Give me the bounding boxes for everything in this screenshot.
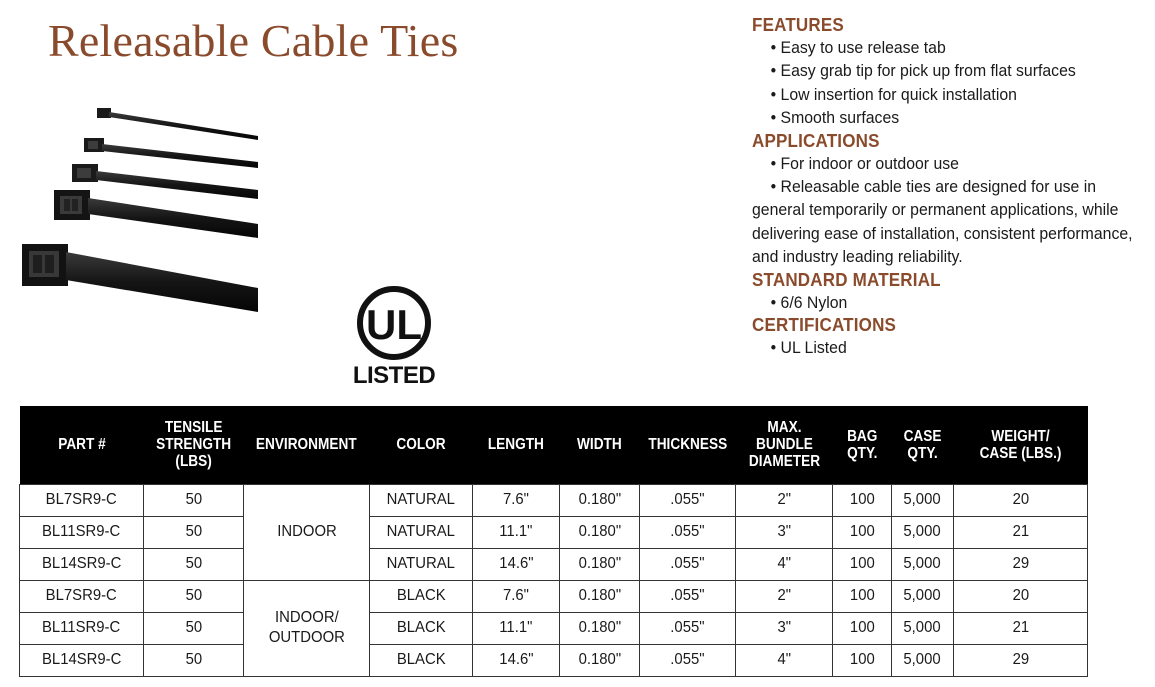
column-header-bag-qty: BAG QTY. (846, 427, 878, 462)
cell-tensile: 50 (144, 548, 244, 580)
cable-ties-photo (14, 100, 258, 316)
cell-weight: 29 (954, 644, 1088, 676)
cell-thickness: .055" (640, 516, 736, 548)
cell-part: BL14SR9-C (20, 548, 144, 580)
column-header-case-qty: CASE QTY. (903, 427, 942, 462)
application-item: • For indoor or outdoor use (770, 153, 959, 173)
applications-heading: APPLICATIONS (752, 129, 880, 151)
feature-item: • Easy to use release tab (770, 38, 946, 57)
cell-color: NATURAL (370, 548, 473, 580)
material-item: • 6/6 Nylon (770, 292, 848, 312)
table-row (20, 644, 1088, 676)
cell-tensile: 50 (144, 644, 244, 676)
cell-bag: 100 (833, 484, 892, 516)
cell-bag: 100 (833, 516, 892, 548)
column-header-part-number: PART # (57, 436, 106, 454)
cell-bag: 100 (833, 580, 892, 612)
cell-case: 5,000 (892, 580, 954, 612)
cell-bundle: 4" (736, 644, 833, 676)
cell-color: BLACK (370, 644, 473, 676)
page-title: Releasable Cable Ties (48, 15, 459, 66)
cell-bundle: 4" (736, 548, 833, 580)
cell-weight: 21 (954, 516, 1088, 548)
cell-bag: 100 (833, 644, 892, 676)
listed-text: LISTED (352, 362, 436, 385)
environment-cell: INDOOR (244, 484, 370, 580)
cell-width: 0.180" (560, 612, 640, 644)
cell-color: BLACK (370, 580, 473, 612)
cell-weight: 20 (954, 580, 1088, 612)
column-header-tensile-strength: TENSILE STRENGTH (LBS) (155, 419, 232, 471)
cell-color: NATURAL (370, 484, 473, 516)
table-row (20, 612, 1088, 644)
table-row (20, 580, 1088, 612)
environment-cell: INDOOR/ OUTDOOR (244, 580, 370, 676)
table-row (20, 484, 1088, 516)
cell-part: BL14SR9-C (20, 644, 144, 676)
cell-bag: 100 (833, 548, 892, 580)
ul-mark-icon (346, 285, 442, 385)
cell-length: 11.1" (473, 516, 560, 548)
cell-width: 0.180" (560, 516, 640, 548)
column-header-color: COLOR (396, 436, 446, 454)
cell-bundle: 3" (736, 612, 833, 644)
cell-case: 5,000 (892, 644, 954, 676)
table-row (20, 516, 1088, 548)
feature-item: • Easy grab tip for pick up from flat surfaces (770, 61, 1076, 81)
column-header-environment: ENVIRONMENT (256, 436, 357, 454)
table-row (20, 548, 1088, 580)
cell-length: 7.6" (473, 580, 560, 612)
column-header-weight-per-case: WEIGHT/ CASE (LBS.) (979, 427, 1062, 462)
application-line: • Releasable cable ties are designed for use in (770, 177, 1097, 197)
ul-mark-text: UL (366, 301, 422, 348)
cell-width: 0.180" (560, 644, 640, 676)
column-header-max-bundle-diameter: MAX. BUNDLE DIAMETER (748, 419, 820, 471)
cell-length: 14.6" (473, 644, 560, 676)
cell-thickness: .055" (640, 580, 736, 612)
features-column (752, 14, 1152, 359)
cell-tensile: 50 (144, 580, 244, 612)
cell-thickness: .055" (640, 644, 736, 676)
column-header-length: LENGTH (487, 436, 545, 454)
cell-case: 5,000 (892, 612, 954, 644)
cell-width: 0.180" (560, 580, 640, 612)
certification-item: • UL Listed (770, 338, 847, 358)
cell-bundle: 2" (736, 580, 833, 612)
cell-case: 5,000 (892, 548, 954, 580)
cell-weight: 21 (954, 612, 1088, 644)
cell-bundle: 2" (736, 484, 833, 516)
cell-case: 5,000 (892, 516, 954, 548)
cell-case: 5,000 (892, 484, 954, 516)
cell-weight: 20 (954, 484, 1088, 516)
application-paragraph (752, 175, 1152, 269)
cell-thickness: .055" (640, 484, 736, 516)
cell-bundle: 3" (736, 516, 833, 548)
spec-table (19, 406, 1088, 677)
certifications-heading: CERTIFICATIONS (752, 314, 897, 336)
feature-item: • Smooth surfaces (770, 108, 900, 128)
cell-part: BL11SR9-C (20, 516, 144, 548)
application-line: and industry leading reliability. (752, 247, 963, 267)
cell-part: BL7SR9-C (20, 484, 144, 516)
cell-width: 0.180" (560, 548, 640, 580)
cell-length: 11.1" (473, 612, 560, 644)
cell-tensile: 50 (144, 612, 244, 644)
cell-thickness: .055" (640, 548, 736, 580)
cell-color: NATURAL (370, 516, 473, 548)
ul-listed-logo (346, 285, 442, 385)
application-line: general temporarily or permanent applications, while (752, 200, 1119, 220)
feature-item: • Low insertion for quick installation (770, 84, 1017, 104)
column-header-width: WIDTH (577, 436, 622, 454)
cell-part: BL7SR9-C (20, 580, 144, 612)
cell-color: BLACK (370, 612, 473, 644)
cell-length: 7.6" (473, 484, 560, 516)
features-heading: FEATURES (752, 14, 844, 35)
cell-width: 0.180" (560, 484, 640, 516)
application-line: delivering ease of installation, consistent performance, (752, 223, 1133, 243)
cell-bag: 100 (833, 612, 892, 644)
cell-weight: 29 (954, 548, 1088, 580)
cell-length: 14.6" (473, 548, 560, 580)
table-body (20, 484, 1088, 676)
cell-tensile: 50 (144, 484, 244, 516)
table-header-row (20, 406, 1088, 484)
cell-tensile: 50 (144, 516, 244, 548)
cell-thickness: .055" (640, 612, 736, 644)
cell-part: BL11SR9-C (20, 612, 144, 644)
material-heading: STANDARD MATERIAL (752, 268, 941, 290)
column-header-thickness: THICKNESS (648, 436, 727, 454)
